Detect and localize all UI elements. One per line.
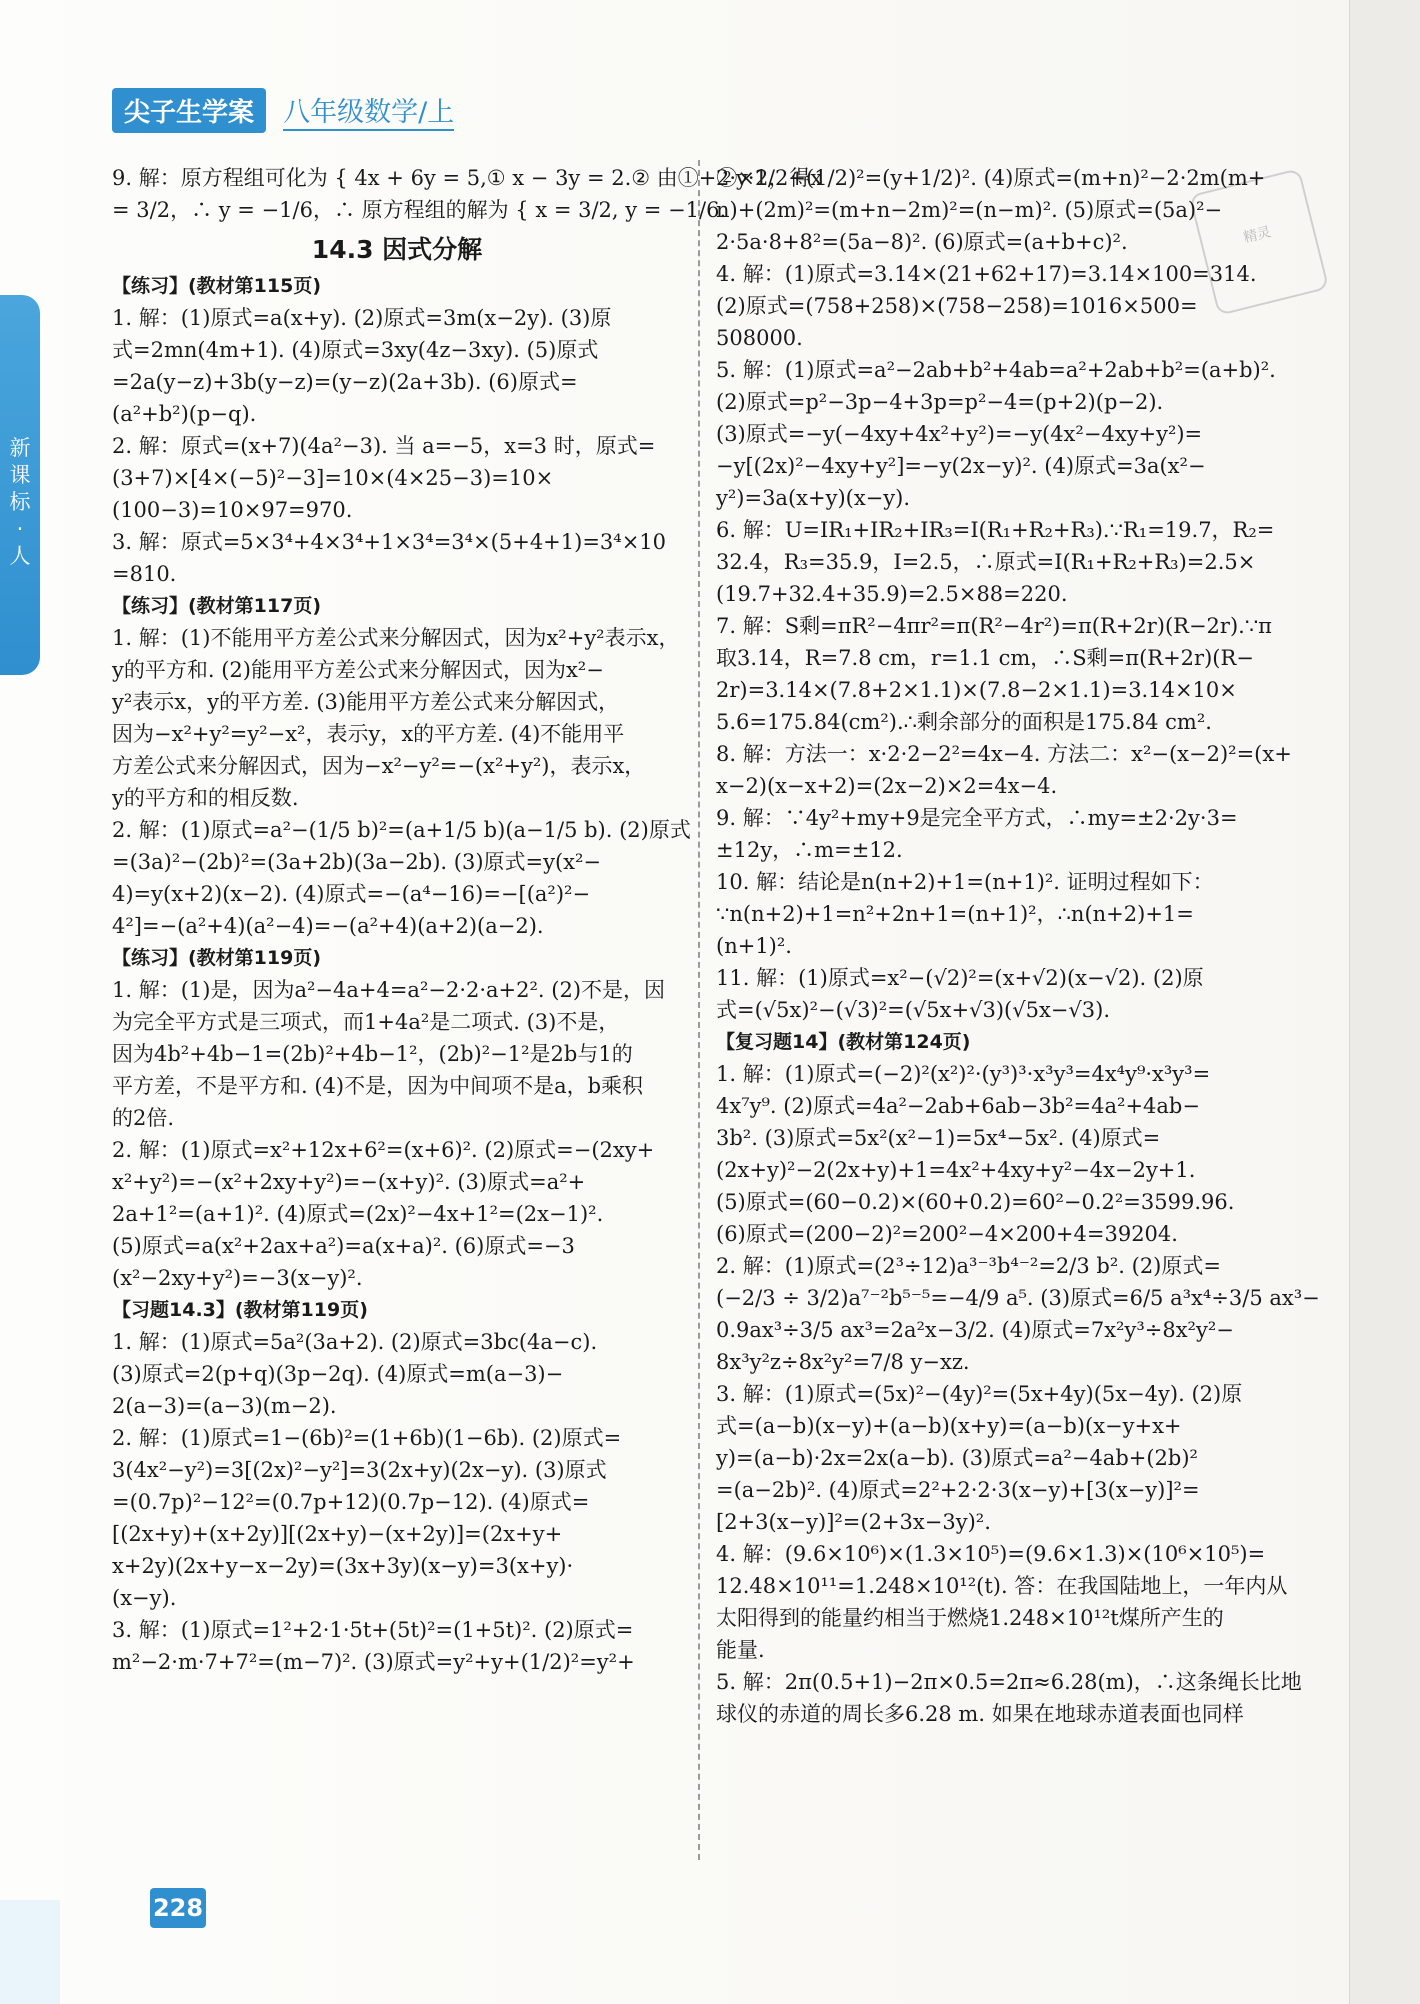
answer-line: (a²+b²)(p−q). bbox=[112, 402, 257, 426]
answer-line: (6)原式=(200−2)²=200²−4×200+4=39204. bbox=[716, 1222, 1178, 1246]
answer-line: 1. 解：(1)原式=5a²(3a+2). (2)原式=3bc(4a−c). bbox=[112, 1330, 598, 1354]
answer-line: 5. 解：2π(0.5+1)−2π×0.5=2π≈6.28(m)，∴这条绳长比地 bbox=[716, 1670, 1302, 1694]
answer-line: y的平方和. (2)能用平方差公式来分解因式，因为x²− bbox=[112, 658, 604, 682]
answer-line: 508000. bbox=[716, 326, 803, 350]
answer-line: 9. 解：∵4y²+my+9是完全平方式，∴my=±2·2y·3= bbox=[716, 806, 1238, 830]
answer-line: 因为4b²+4b−1=(2b)²+4b−1²，(2b)²−1²是2b与1的 bbox=[112, 1042, 633, 1066]
page-header bbox=[112, 88, 454, 132]
answer-line: 9. 解：原方程组可化为 { 4x + 6y = 5,① x − 3y = 2.② 由①+②×2，得x bbox=[112, 166, 823, 190]
answer-line: (n+1)². bbox=[716, 934, 792, 958]
section-title: 14.3 因式分解 bbox=[311, 235, 483, 264]
answer-line: (19.7+32.4+35.9)=2.5×88=220. bbox=[716, 582, 1068, 606]
answer-line: 4)=y(x+2)(x−2). (4)原式=−(a⁴−16)=−[(a²)²− bbox=[112, 882, 591, 906]
answer-line: 3. 解：原式=5×3⁴+4×3⁴+1×3⁴=3⁴×(5+4+1)=3⁴×10 bbox=[112, 530, 667, 554]
answer-line: 能量. bbox=[716, 1638, 765, 1662]
answer-line: 式=2mn(4m+1). (4)原式=3xy(4z−3xy). (5)原式 bbox=[112, 338, 599, 362]
answer-line: m²−2·m·7+7²=(m−7)². (3)原式=y²+y+(1/2)²=y²+ bbox=[112, 1650, 635, 1674]
answer-line: 10. 解：结论是n(n+2)+1=(n+1)². 证明过程如下： bbox=[716, 870, 1214, 894]
answer-line: 的2倍. bbox=[112, 1106, 175, 1130]
answer-line: 取3.14，R=7.8 cm，r=1.1 cm，∴S剩=π(R+2r)(R− bbox=[716, 646, 1254, 670]
answer-line: 8. 解：方法一：x·2·2−2²=4x−4. 方法二：x²−(x−2)²=(x+ bbox=[716, 742, 1292, 766]
answer-line: 32.4，R₃=35.9，I=2.5，∴原式=I(R₁+R₂+R₃)=2.5× bbox=[716, 550, 1256, 574]
answer-line: (3+7)×[4×(−5)²−3]=10×(4×25−3)=10× bbox=[112, 466, 554, 490]
answer-line: 方差公式来分解因式，因为−x²−y²=−(x²+y²)，表示x， bbox=[112, 754, 646, 778]
answer-line: ±12y，∴m=±12. bbox=[716, 838, 903, 862]
exercise-heading: 【练习】(教材第117页) bbox=[112, 595, 322, 617]
answer-line: 1. 解：(1)是，因为a²−4a+4=a²−2·2·a+2². (2)不是，因 bbox=[112, 978, 666, 1002]
answer-line: 1. 解：(1)原式=(−2)²(x²)²·(y³)³·x³y³=4x⁴y⁹·x³y³= bbox=[716, 1062, 1211, 1086]
answer-line: 2. 解：原式=(x+7)(4a²−3). 当 a=−5，x=3 时，原式= bbox=[112, 434, 656, 458]
answer-line: =2a(y−z)+3b(y−z)=(y−z)(2a+3b). (6)原式= bbox=[112, 370, 578, 394]
answer-line: (5)原式=(60−0.2)×(60+0.2)=60²−0.2²=3599.96. bbox=[716, 1190, 1235, 1214]
answer-line: 12.48×10¹¹=1.248×10¹²(t). 答：在我国陆地上，一年内从 bbox=[716, 1574, 1288, 1598]
answer-line: y)=(a−b)·2x=2x(a−b). (3)原式=a²−4ab+(2b)² bbox=[716, 1446, 1198, 1470]
answer-line: x−2)(x−x+2)=(2x−2)×2=4x−4. bbox=[716, 774, 1058, 798]
answer-line: 8x³y²z÷8x²y²=7/8 y−xz. bbox=[716, 1350, 970, 1374]
answer-line: =810. bbox=[112, 562, 177, 586]
answer-line: 1. 解：(1)不能用平方差公式来分解因式，因为x²+y²表示x， bbox=[112, 626, 680, 650]
answer-line: (x²−2xy+y²)=−3(x−y)². bbox=[112, 1266, 363, 1290]
answer-line: 太阳得到的能量约相当于燃烧1.248×10¹²t煤所产生的 bbox=[716, 1606, 1224, 1630]
answer-line: 3(4x²−y²)=3[(2x)²−y²]=3(2x+y)(2x−y). (3)原式 bbox=[112, 1458, 607, 1482]
answer-line: 11. 解：(1)原式=x²−(√2)²=(x+√2)(x−√2). (2)原 bbox=[716, 966, 1204, 990]
answer-line: 2a+1²=(a+1)². (4)原式=(2x)²−4x+1²=(2x−1)². bbox=[112, 1202, 604, 1226]
answer-line: 3. 解：(1)原式=1²+2·1·5t+(5t)²=(1+5t)². (2)原式= bbox=[112, 1618, 634, 1642]
exercise-heading: 【练习】(教材第119页) bbox=[112, 947, 322, 969]
answer-line: 4. 解：(9.6×10⁶)×(1.3×10⁵)=(9.6×1.3)×(10⁶×10⁵)= bbox=[716, 1542, 1266, 1566]
answer-line: =(a−2b)². (4)原式=2²+2·2·3(x−y)+[3(x−y)]²= bbox=[716, 1478, 1200, 1502]
answer-line: (−2/3 ÷ 3/2)a⁷⁻²b⁵⁻⁵=−4/9 a⁵. (3)原式=6/5 a³x⁴÷3/5 ax³− bbox=[716, 1286, 1320, 1310]
answer-line: 4²]=−(a²+4)(a²−4)=−(a²+4)(a+2)(a−2). bbox=[112, 914, 544, 938]
answer-line: 式=(√5x)²−(√3)²=(√5x+√3)(√5x−√3). bbox=[716, 998, 1111, 1022]
answer-line: (3)原式=2(p+q)(3p−2q). (4)原式=m(a−3)− bbox=[112, 1362, 564, 1386]
answer-line: 2. 解：(1)原式=(2³÷12)a³⁻³b⁴⁻²=2/3 b². (2)原式= bbox=[716, 1254, 1221, 1278]
answer-line: [(2x+y)+(x+2y)][(2x+y)−(x+2y)]=(2x+y+ bbox=[112, 1522, 563, 1546]
answer-line: (2x+y)²−2(2x+y)+1=4x²+4xy+y²−4x−2y+1. bbox=[716, 1158, 1196, 1182]
answer-line: 2r)=3.14×(7.8+2×1.1)×(7.8−2×1.1)=3.14×10× bbox=[716, 678, 1237, 702]
answer-line: 6. 解：U=IR₁+IR₂+IR₃=I(R₁+R₂+R₃).∵R₁=19.7，R₂= bbox=[716, 518, 1275, 542]
answer-line: 2(a−3)=(a−3)(m−2). bbox=[112, 1394, 337, 1418]
answer-line: 2·y·1/2+(1/2)²=(y+1/2)². (4)原式=(m+n)²−2·2m(m+ bbox=[716, 166, 1266, 190]
answer-line: 平方差，不是平方和. (4)不是，因为中间项不是a，b乘积 bbox=[112, 1074, 644, 1098]
answer-line: 2. 解：(1)原式=1−(6b)²=(1+6b)(1−6b). (2)原式= bbox=[112, 1426, 622, 1450]
exercise-heading: 【练习】(教材第115页) bbox=[112, 275, 322, 297]
side-tab-label: 新课标·人 bbox=[9, 436, 31, 568]
answer-line: = 3/2，∴ y = −1/6，∴ 原方程组的解为 { x = 3/2, y = −1/6. bbox=[112, 198, 727, 222]
page-number: 228 bbox=[150, 1888, 206, 1928]
answer-line: 0.9ax³÷3/5 ax³=2a²x−3/2. (4)原式=7x²y³÷8x²y²− bbox=[716, 1318, 1234, 1342]
answer-line: 2. 解：(1)原式=x²+12x+6²=(x+6)². (2)原式=−(2xy+ bbox=[112, 1138, 655, 1162]
answer-line: 球仪的赤道的周长多6.28 m. 如果在地球赤道表面也同样 bbox=[716, 1702, 1244, 1726]
page-edge bbox=[1349, 0, 1420, 2004]
answer-line: −y[(2x)²−4xy+y²]=−y(2x−y)². (4)原式=3a(x²− bbox=[716, 454, 1206, 478]
answer-line: (2)原式=p²−3p−4+3p=p²−4=(p+2)(p−2). bbox=[716, 390, 1164, 414]
answer-line: 式=(a−b)(x−y)+(a−b)(x+y)=(a−b)(x−y+x+ bbox=[716, 1414, 1182, 1438]
grade-label: 八年级数学/上 bbox=[283, 90, 454, 131]
stamp-text: 精灵 bbox=[1241, 224, 1273, 247]
answer-line: 4x⁷y⁹. (2)原式=4a²−2ab+6ab−3b²=4a²+4ab− bbox=[716, 1094, 1200, 1118]
answer-line: y²表示x，y的平方差. (3)能用平方差公式来分解因式， bbox=[112, 690, 620, 714]
answer-line: =(3a)²−(2b)²=(3a+2b)(3a−2b). (3)原式=y(x²− bbox=[112, 850, 602, 874]
answer-line: 2. 解：(1)原式=a²−(1/5 b)²=(a+1/5 b)(a−1/5 b). (2)原式 bbox=[112, 818, 691, 842]
answer-line: x+2y)(2x+y−x−2y)=(3x+3y)(x−y)=3(x+y)· bbox=[112, 1554, 574, 1578]
answer-line: 5. 解：(1)原式=a²−2ab+b²+4ab=a²+2ab+b²=(a+b)². bbox=[716, 358, 1276, 382]
answer-line: [2+3(x−y)]²=(2+3x−3y)². bbox=[716, 1510, 991, 1534]
exercise-heading: 【复习题14】(教材第124页) bbox=[716, 1031, 971, 1053]
right-column bbox=[716, 162, 1320, 1730]
answer-line: y²)=3a(x+y)(x−y). bbox=[716, 486, 911, 510]
exercise-heading: 【习题14.3】(教材第119页) bbox=[112, 1299, 368, 1321]
answer-line: 7. 解：S剩=πR²−4πr²=π(R²−4r²)=π(R+2r)(R−2r).∵π bbox=[716, 614, 1272, 638]
answer-line: (3)原式=−y(−4xy+4x²+y²)=−y(4x²−4xy+y²)= bbox=[716, 422, 1203, 446]
column-divider bbox=[698, 160, 700, 1860]
answer-line: 3b². (3)原式=5x²(x²−1)=5x⁴−5x². (4)原式= bbox=[716, 1126, 1161, 1150]
answer-line: =(0.7p)²−12²=(0.7p+12)(0.7p−12). (4)原式= bbox=[112, 1490, 590, 1514]
answer-line: 1. 解：(1)原式=a(x+y). (2)原式=3m(x−2y). (3)原 bbox=[112, 306, 612, 330]
answer-line: 因为−x²+y²=y²−x²，表示y，x的平方差. (4)不能用平 bbox=[112, 722, 625, 746]
answer-line: 4. 解：(1)原式=3.14×(21+62+17)=3.14×100=314. bbox=[716, 262, 1257, 286]
answer-line: 2·5a·8+8²=(5a−8)². (6)原式=(a+b+c)². bbox=[716, 230, 1128, 254]
answer-line: ∵n(n+2)+1=n²+2n+1=(n+1)²，∴n(n+2)+1= bbox=[716, 902, 1194, 926]
answer-line: (5)原式=a(x²+2ax+a²)=a(x+a)². (6)原式=−3 bbox=[112, 1234, 575, 1258]
answer-line: 3. 解：(1)原式=(5x)²−(4y)²=(5x+4y)(5x−4y). (2)原 bbox=[716, 1382, 1243, 1406]
answer-line: (2)原式=(758+258)×(758−258)=1016×500= bbox=[716, 294, 1198, 318]
side-tab bbox=[0, 295, 40, 675]
answer-line: y的平方和的相反数. bbox=[112, 786, 299, 810]
answer-line: 5.6=175.84(cm²).∴剩余部分的面积是175.84 cm². bbox=[716, 710, 1212, 734]
answer-line: x²+y²)=−(x²+2xy+y²)=−(x+y)². (3)原式=a²+ bbox=[112, 1170, 586, 1194]
answer-line: (100−3)=10×97=970. bbox=[112, 498, 353, 522]
bottom-band bbox=[0, 1900, 60, 2004]
answer-line: 为完全平方式是三项式，而1+4a²是二项式. (3)不是， bbox=[112, 1010, 620, 1034]
answer-line: n)+(2m)²=(m+n−2m)²=(n−m)². (5)原式=(5a)²− bbox=[716, 198, 1223, 222]
answer-line: (x−y). bbox=[112, 1586, 177, 1610]
brand-logo: 尖子生学案 bbox=[112, 88, 266, 133]
